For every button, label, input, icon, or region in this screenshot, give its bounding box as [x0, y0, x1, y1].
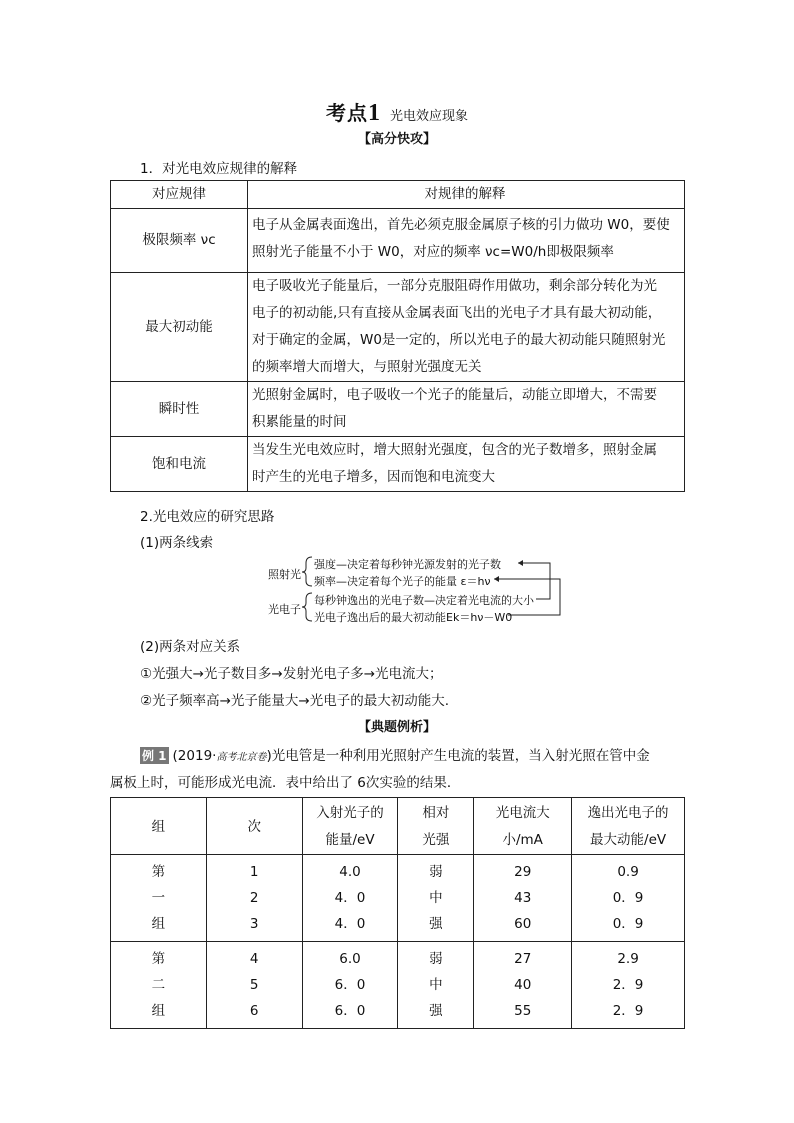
cell-line: 6.0 [339, 951, 361, 967]
example-text: )光电管是一种利用光照射产生电流的装置，当入射光照在管中金 [266, 748, 650, 764]
order-cell [206, 942, 302, 1029]
cell-line: 第 [151, 864, 166, 880]
section2-sub2: (2)两条对应关系 [140, 639, 241, 655]
light-frequency: 频率—决定着每个光子的能量 ε＝hν [314, 575, 491, 588]
header-line: 光强 [422, 832, 450, 848]
cell-line: 中 [429, 890, 443, 906]
cell-line: 0.9 [617, 864, 639, 880]
electron-count: 每秒钟逸出的光电子数—决定着光电流的大小 [314, 594, 534, 607]
section1-heading: 1．对光电效应规律的解释 [140, 161, 298, 177]
header-ke [572, 798, 685, 855]
explanation-line: 积累能量的时间 [252, 414, 347, 430]
header-line: 光电流大 [495, 805, 550, 821]
law-explanation [248, 382, 685, 437]
explanation-line: 照射光子能量不小于 W0，对应的频率 νc=W0/h即极限频率 [252, 244, 614, 260]
cell-line: 6 [249, 1003, 259, 1019]
table-row [111, 209, 685, 273]
law-col1-header: 对应规律 [111, 181, 248, 209]
page-title [0, 97, 794, 127]
example-line-2: 属板上时，可能形成光电流．表中给出了 6次实验的结果． [110, 775, 461, 791]
explanation-line: 当发生光电效应时，增大照射光强度，包含的光子数增多，照射金属 [252, 442, 657, 458]
relation-1: ①光强大→光子数目多→发射光电子多→光电流大； [140, 666, 443, 682]
title-kaodian: 考点 [325, 101, 368, 125]
table-row [111, 437, 685, 492]
ke-cell [572, 855, 685, 942]
cell-line: 27 [514, 951, 532, 967]
header-intensity [398, 798, 474, 855]
cell-line: 6．0 [334, 977, 366, 993]
table-row [111, 382, 685, 437]
cell-line: 4.0 [339, 864, 361, 880]
example-source-name: 高考北京卷 [216, 752, 267, 763]
electron-energy: 光电子逸出后的最大初动能Ek＝hν－W0 [314, 611, 513, 624]
explanation-line: 电子的初动能,只有直接从金属表面飞出的光电子才具有最大初动能， [252, 305, 662, 321]
header-current [474, 798, 572, 855]
header-group: 组 [111, 798, 207, 855]
header-order: 次 [206, 798, 302, 855]
cell-line: 2．9 [612, 1003, 644, 1019]
cell-line: 29 [514, 864, 532, 880]
cell-line: 中 [429, 977, 443, 993]
cell-line: 强 [429, 1003, 443, 1019]
example-badge: 例 1 [142, 749, 167, 763]
current-cell [474, 942, 572, 1029]
title-topic: 光电效应现象 [389, 109, 468, 124]
law-name: 最大初动能 [111, 273, 248, 382]
header-energy [302, 798, 398, 855]
experiment-table [110, 797, 685, 1029]
group-label [111, 942, 207, 1029]
header-line: 入射光子的 [316, 805, 384, 821]
law-name: 瞬时性 [111, 382, 248, 437]
subtitle: 【高分快攻】 [357, 132, 436, 147]
cell-line: 强 [429, 916, 443, 932]
header-line: 逸出光电子的 [587, 805, 669, 821]
cell-line: 43 [514, 890, 532, 906]
cell-line: 40 [514, 977, 532, 993]
group-label [111, 855, 207, 942]
cell-line: 组 [151, 916, 166, 932]
header-line: 相对 [422, 805, 450, 821]
law-explanation [248, 437, 685, 492]
experiment-table-header [111, 798, 685, 855]
cell-line: 弱 [429, 864, 443, 880]
cell-line: 弱 [429, 951, 443, 967]
intensity-cell [398, 942, 474, 1029]
light-intensity: 强度—决定着每秒钟光源发射的光子数 [314, 558, 501, 571]
example-source-year: (2019· [172, 748, 217, 764]
cell-line: 3 [249, 916, 259, 932]
explanation-line: 电子从金属表面逸出，首先必须克服金属原子核的引力做功 W0，要使 [252, 217, 670, 233]
current-cell [474, 855, 572, 942]
cell-line: 55 [514, 1003, 532, 1019]
cell-line: 0．9 [612, 916, 644, 932]
cell-line: 60 [514, 916, 532, 932]
header-line: 小/mA [502, 832, 543, 848]
energy-cell [302, 942, 398, 1029]
cell-line: 二 [151, 977, 166, 993]
cell-line: 4．0 [334, 916, 366, 932]
example-line-1 [140, 744, 650, 764]
energy-cell [302, 855, 398, 942]
cell-line: 4 [249, 951, 259, 967]
explanation-line: 的频率增大而增大，与照射光强度无关 [252, 359, 482, 375]
table-row [111, 273, 685, 382]
cell-line: 5 [249, 977, 259, 993]
law-explanation [248, 273, 685, 382]
cell-line: 组 [151, 1003, 166, 1019]
cell-line: 第 [151, 951, 166, 967]
cell-line: 0．9 [612, 890, 644, 906]
section3-heading: 【典题例析】 [357, 720, 436, 735]
order-cell [206, 855, 302, 942]
law-col2-header: 对规律的解释 [248, 181, 685, 209]
cell-line: 1 [249, 864, 259, 880]
label-electron: 光电子 [268, 603, 301, 616]
section2-heading: 2.光电效应的研究思路 [140, 509, 275, 525]
ke-cell [572, 942, 685, 1029]
explanation-line: 电子吸收光子能量后，一部分克服阻碍作用做功，剩余部分转化为光 [252, 278, 657, 294]
table-row [111, 855, 685, 942]
cell-line: 一 [151, 890, 166, 906]
section2-sub1: (1)两条线索 [140, 535, 214, 551]
explanation-line: 时产生的光电子增多，因而饱和电流变大 [252, 469, 495, 485]
law-name: 极限频率 νc [111, 209, 248, 273]
cell-line: 2 [249, 890, 259, 906]
header-line: 能量/eV [325, 832, 375, 848]
cell-line: 4．0 [334, 890, 366, 906]
law-table-header [111, 181, 685, 209]
relation-2: ②光子频率高→光子能量大→光电子的最大初动能大. [140, 693, 450, 709]
clue-diagram [268, 551, 568, 629]
intensity-cell [398, 855, 474, 942]
cell-line: 2．9 [612, 977, 644, 993]
table-row [111, 942, 685, 1029]
cell-line: 2.9 [617, 951, 639, 967]
explanation-line: 对于确定的金属，W0是一定的，所以光电子的最大初动能只随照射光 [252, 332, 666, 348]
law-table [110, 180, 685, 492]
label-light: 照射光 [268, 568, 301, 581]
law-name: 饱和电流 [111, 437, 248, 492]
law-explanation [248, 209, 685, 273]
title-number: 1 [367, 100, 380, 126]
explanation-line: 光照射金属时，电子吸收一个光子的能量后，动能立即增大，不需要 [252, 387, 657, 403]
header-line: 最大动能/eV [590, 832, 667, 848]
cell-line: 6．0 [334, 1003, 366, 1019]
